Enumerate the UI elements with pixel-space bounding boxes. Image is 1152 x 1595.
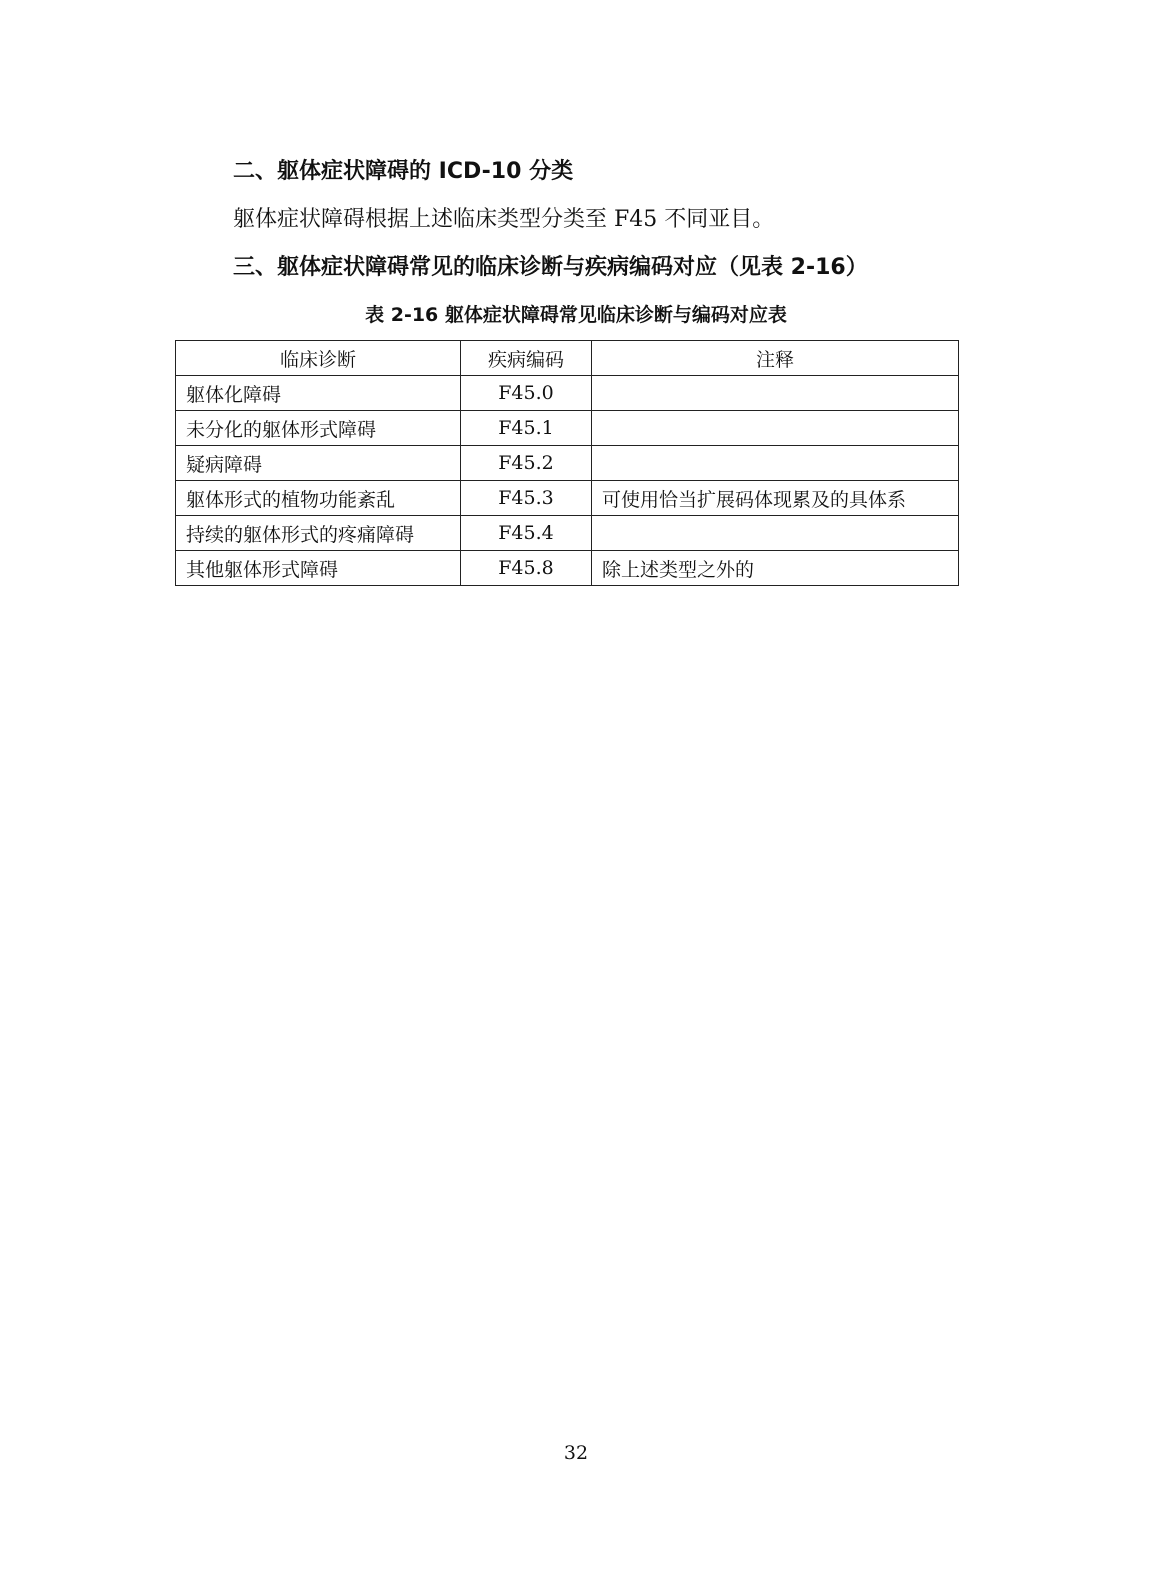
diagnosis-code-table [175,340,959,586]
table-row [176,376,959,411]
column-header-diagnosis: 临床诊断 [176,341,461,376]
cell-diagnosis: 躯体形式的植物功能紊乱 [176,481,461,516]
cell-diagnosis: 持续的躯体形式的疼痛障碍 [176,516,461,551]
table-row [176,481,959,516]
table-header-row [176,341,959,376]
table-row [176,446,959,481]
section-heading-diagnosis-code-mapping: 三、躯体症状障碍常见的临床诊断与疾病编码对应（见表 2-16） [233,255,868,280]
section-heading-icd10-classification: 二、躯体症状障碍的 ICD-10 分类 [233,159,574,184]
column-header-code: 疾病编码 [461,341,592,376]
cell-note [592,516,959,551]
page-number: 32 [563,1442,589,1464]
cell-note: 可使用恰当扩展码体现累及的具体系 [592,481,959,516]
cell-diagnosis: 疑病障碍 [176,446,461,481]
cell-code: F45.3 [461,481,592,516]
cell-diagnosis: 其他躯体形式障碍 [176,551,461,586]
cell-note: 除上述类型之外的 [592,551,959,586]
cell-code: F45.4 [461,516,592,551]
table-row [176,411,959,446]
cell-note [592,446,959,481]
cell-note [592,411,959,446]
cell-code: F45.1 [461,411,592,446]
cell-code: F45.8 [461,551,592,586]
cell-code: F45.0 [461,376,592,411]
cell-note [592,376,959,411]
cell-diagnosis: 未分化的躯体形式障碍 [176,411,461,446]
cell-code: F45.2 [461,446,592,481]
column-header-note: 注释 [592,341,959,376]
table-row [176,551,959,586]
section-paragraph: 躯体症状障碍根据上述临床类型分类至 F45 不同亚目。 [233,207,775,232]
cell-diagnosis: 躯体化障碍 [176,376,461,411]
table-row [176,516,959,551]
table-caption: 表 2-16 躯体症状障碍常见临床诊断与编码对应表 [365,304,787,326]
